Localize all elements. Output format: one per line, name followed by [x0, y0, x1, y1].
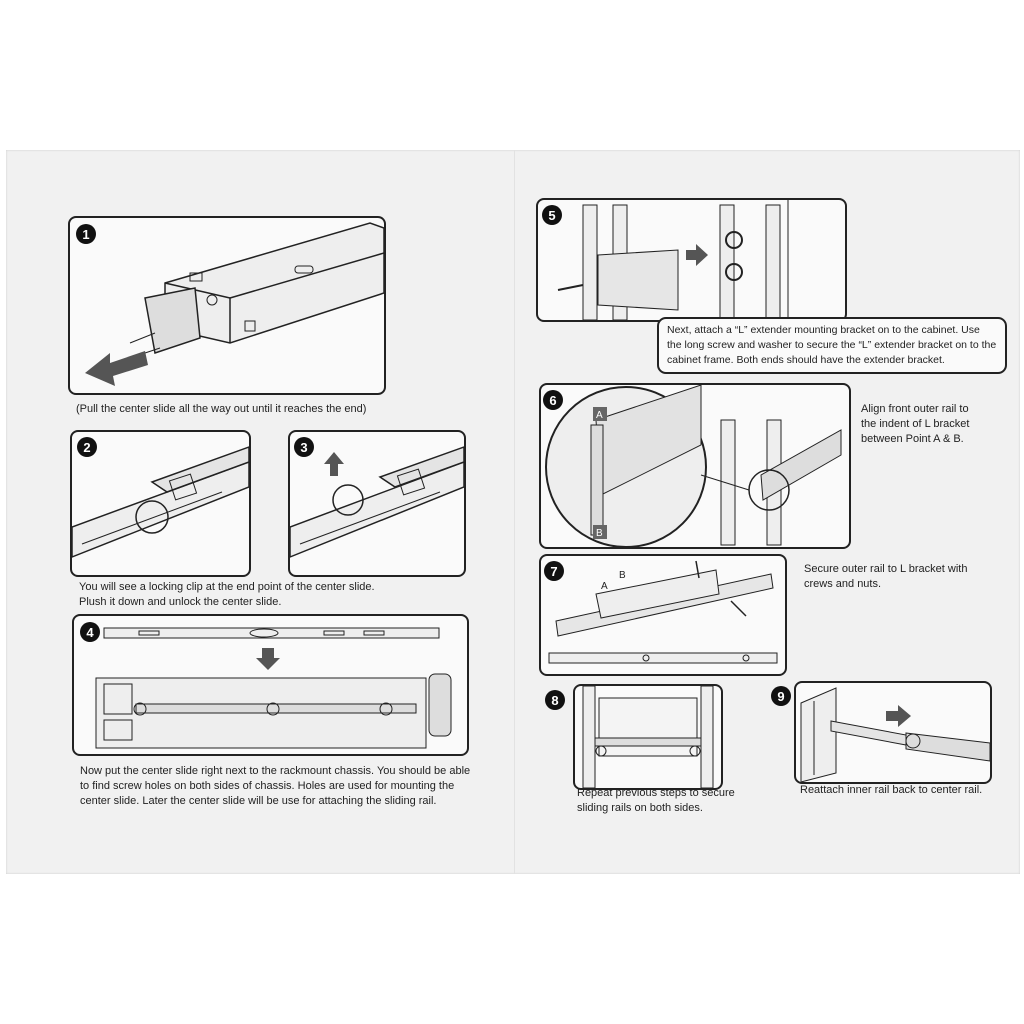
step4-caption: Now put the center slide right next to the rackmount chassis. You should be able to find screw holes on both sides of chassis. Holes are used for mounting the center slide. Later the center slide will be use for attaching the sliding rail. — [80, 765, 471, 807]
step5-caption: Next, attach a “L” extender mounting bracket on to the cabinet. Use the long screw and washer to secure the “L” extender bracket on to the cabinet frame. Both ends should have the extender bracket. — [657, 317, 1007, 374]
step3-number: 3 — [294, 437, 314, 457]
reattach-rail-drawing — [796, 683, 990, 782]
step9-number: 9 — [771, 686, 791, 706]
point-a-label: A — [596, 410, 603, 421]
step7-number: 7 — [544, 561, 564, 581]
rail-pull-out-drawing — [70, 218, 384, 393]
step4-illustration — [72, 614, 469, 756]
step9-illustration — [794, 681, 992, 784]
step8-caption: Repeat previous steps to secure sliding rails on both sides. — [577, 787, 735, 814]
point-a-label: A — [601, 581, 608, 592]
step8-number: 8 — [545, 690, 565, 710]
step2-number: 2 — [77, 437, 97, 457]
step2-illustration — [70, 430, 251, 577]
pull-arrow-icon — [85, 351, 148, 386]
step9-caption: Reattach inner rail back to center rail. — [800, 784, 983, 796]
step1-caption: (Pull the center slide all the way out until it reaches the end) — [76, 403, 367, 415]
rail-screw-drawing — [541, 556, 785, 674]
step1-number: 1 — [76, 224, 96, 244]
step5-number: 5 — [542, 205, 562, 225]
rail-alignment-drawing — [541, 385, 849, 547]
right-arrow-icon — [886, 705, 911, 727]
step2-3-caption: You will see a locking clip at the end point of the center slide. Plush it down and unlock the center slide. — [79, 581, 375, 608]
step6-number: 6 — [543, 390, 563, 410]
step6-caption: Align front outer rail to the indent of L bracket between Point A & B. — [861, 403, 970, 445]
right-arrow-icon — [686, 244, 708, 266]
step7-caption: Secure outer rail to L bracket with crews and nuts. — [804, 563, 968, 590]
push-up-arrow-icon — [324, 452, 344, 476]
rack-both-sides-drawing — [575, 686, 721, 788]
down-arrow-icon — [256, 648, 280, 670]
point-b-label: B — [596, 528, 603, 539]
step4-number: 4 — [80, 622, 100, 642]
l-bracket-drawing — [538, 200, 845, 320]
step1-illustration — [68, 216, 386, 395]
step8-illustration — [573, 684, 723, 790]
step6-illustration — [539, 383, 851, 549]
step7-illustration — [539, 554, 787, 676]
chassis-slide-drawing — [74, 616, 467, 754]
step5-illustration — [536, 198, 847, 322]
point-b-label: B — [619, 570, 626, 581]
unlock-clip-drawing — [290, 432, 464, 575]
page-fold — [514, 150, 515, 874]
locking-clip-drawing — [72, 432, 249, 575]
step3-illustration — [288, 430, 466, 577]
